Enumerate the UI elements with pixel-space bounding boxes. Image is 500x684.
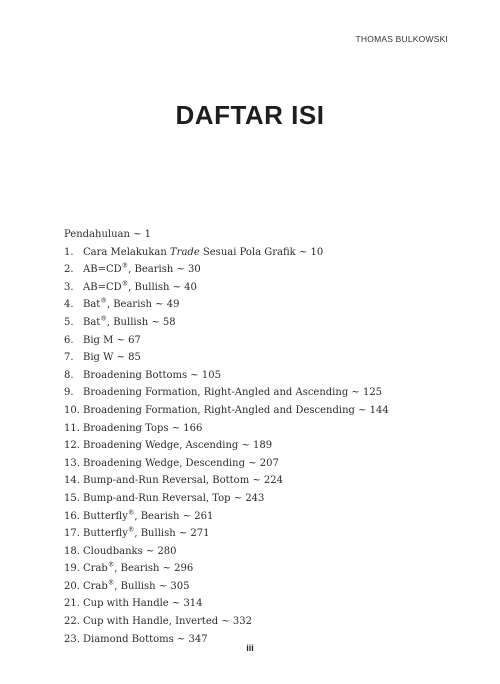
toc-entry-text: Broadening Bottoms ~ 105 bbox=[83, 369, 221, 381]
toc-entry-number: 10. bbox=[64, 404, 80, 416]
toc-entry-number: 8. bbox=[64, 369, 74, 381]
toc-entry bbox=[64, 244, 464, 262]
toc-entry-number: 19. bbox=[64, 563, 80, 575]
toc-entry-title bbox=[83, 349, 141, 367]
table-of-contents bbox=[64, 226, 464, 648]
toc-entry-number: 13. bbox=[64, 457, 80, 469]
toc-entry bbox=[64, 314, 464, 332]
toc-entry-text: , Bullish ~ 271 bbox=[134, 528, 210, 540]
toc-entry bbox=[64, 472, 464, 490]
toc-entry-title bbox=[83, 578, 189, 596]
toc-entry-number: 16. bbox=[64, 510, 80, 522]
toc-intro-entry: Pendahuluan ~ 1 bbox=[64, 229, 152, 240]
toc-entry-number: 23. bbox=[64, 633, 80, 645]
toc-entry-title bbox=[83, 490, 264, 508]
toc-entry-text: Bump-and-Run Reversal, Top ~ 243 bbox=[83, 492, 265, 504]
toc-entry bbox=[64, 560, 464, 578]
toc-entry-text: Broadening Formation, Right-Angled and Descending ~ 144 bbox=[83, 404, 389, 416]
registered-mark: ® bbox=[107, 578, 115, 587]
toc-entry-text: Butterfly bbox=[83, 510, 128, 522]
toc-entry-number: 12. bbox=[64, 440, 80, 452]
registered-mark: ® bbox=[127, 525, 135, 534]
toc-entry-text: Broadening Wedge, Ascending ~ 189 bbox=[83, 440, 273, 452]
toc-entry bbox=[64, 578, 464, 596]
toc-entry-text: Big M ~ 67 bbox=[83, 334, 141, 346]
toc-entry-text: Diamond Bottoms ~ 347 bbox=[83, 633, 208, 645]
toc-entry-title bbox=[83, 455, 279, 473]
toc-entry-title bbox=[83, 472, 283, 490]
toc-entry-text: Cloudbanks ~ 280 bbox=[83, 545, 177, 557]
toc-list bbox=[64, 244, 464, 649]
toc-entry-number: 5. bbox=[64, 316, 74, 328]
toc-entry bbox=[64, 455, 464, 473]
toc-entry-text: , Bearish ~ 296 bbox=[114, 563, 194, 575]
toc-entry-title bbox=[83, 244, 323, 262]
toc-entry-title bbox=[83, 508, 213, 526]
toc-entry-text: Cara Melakukan bbox=[83, 246, 170, 258]
toc-entry bbox=[64, 279, 464, 297]
toc-entry-text: , Bullish ~ 58 bbox=[106, 316, 176, 328]
toc-entry-text: Crab bbox=[83, 580, 108, 592]
toc-entry bbox=[64, 613, 464, 631]
toc-entry bbox=[64, 490, 464, 508]
toc-entry-number: 7. bbox=[64, 352, 74, 364]
toc-entry-text: AB=CD bbox=[83, 264, 122, 276]
toc-entry-number: 6. bbox=[64, 334, 74, 346]
toc-entry-text: , Bullish ~ 305 bbox=[114, 580, 190, 592]
toc-entry-title bbox=[83, 314, 176, 332]
running-header-author: THOMAS BULKOWSKI bbox=[355, 34, 448, 44]
toc-entry-title bbox=[83, 296, 179, 314]
toc-entry-title bbox=[83, 560, 193, 578]
registered-mark: ® bbox=[100, 314, 107, 323]
toc-entry-title bbox=[83, 261, 201, 279]
toc-entry-title bbox=[83, 384, 382, 402]
toc-entry-title bbox=[83, 279, 197, 297]
toc-entry bbox=[64, 595, 464, 613]
toc-entry bbox=[64, 349, 464, 367]
toc-entry bbox=[64, 332, 464, 350]
toc-entry-number: 20. bbox=[64, 580, 80, 592]
toc-entry-text: , Bullish ~ 40 bbox=[128, 281, 197, 293]
toc-entry-title bbox=[83, 367, 221, 385]
toc-entry-number: 11. bbox=[64, 422, 80, 434]
toc-entry-text: Crab bbox=[83, 563, 108, 575]
toc-entry-number: 17. bbox=[64, 528, 80, 540]
toc-entry-number: 3. bbox=[64, 281, 74, 293]
toc-entry-title bbox=[83, 437, 272, 455]
toc-entry-text: AB=CD bbox=[83, 281, 122, 293]
italic-term: Trade bbox=[170, 246, 200, 258]
toc-entry-title bbox=[83, 402, 389, 420]
page-title: DAFTAR ISI bbox=[175, 100, 325, 130]
registered-mark: ® bbox=[121, 261, 129, 270]
toc-entry-text: Butterfly bbox=[83, 528, 128, 540]
toc-entry bbox=[64, 508, 464, 526]
toc-entry-text: Bump-and-Run Reversal, Bottom ~ 224 bbox=[83, 475, 283, 487]
toc-entry-title bbox=[83, 420, 202, 438]
toc-entry bbox=[64, 402, 464, 420]
registered-mark: ® bbox=[107, 560, 115, 569]
toc-entry bbox=[64, 296, 464, 314]
toc-entry-text: Bat bbox=[83, 316, 101, 328]
toc-entry-text: Broadening Wedge, Descending ~ 207 bbox=[83, 457, 279, 469]
toc-entry bbox=[64, 384, 464, 402]
toc-entry-number: 4. bbox=[64, 299, 74, 311]
toc-entry-text: Big W ~ 85 bbox=[83, 352, 141, 364]
toc-entry-number: 18. bbox=[64, 545, 80, 557]
toc-entry-text: Cup with Handle ~ 314 bbox=[83, 598, 203, 610]
toc-entry-title bbox=[83, 525, 209, 543]
toc-entry bbox=[64, 437, 464, 455]
toc-entry bbox=[64, 261, 464, 279]
toc-entry-number: 21. bbox=[64, 598, 80, 610]
toc-entry-text: Cup with Handle, Inverted ~ 332 bbox=[83, 616, 252, 628]
toc-entry-number: 1. bbox=[64, 246, 74, 258]
toc-entry bbox=[64, 543, 464, 561]
toc-entry-text: Sesuai Pola Grafik ~ 10 bbox=[199, 246, 324, 258]
toc-entry-number: 9. bbox=[64, 387, 74, 399]
toc-entry-title bbox=[83, 332, 141, 350]
toc-entry-title bbox=[83, 543, 177, 561]
registered-mark: ® bbox=[121, 279, 129, 288]
toc-entry-text: , Bearish ~ 30 bbox=[128, 264, 201, 276]
toc-entry-title bbox=[83, 595, 203, 613]
toc-entry-number: 2. bbox=[64, 264, 74, 276]
toc-entry bbox=[64, 420, 464, 438]
toc-entry-text: Bat bbox=[83, 299, 101, 311]
toc-entry bbox=[64, 367, 464, 385]
toc-entry bbox=[64, 525, 464, 543]
page-number: iii bbox=[246, 643, 254, 653]
toc-entry-text: Broadening Formation, Right-Angled and Ascending ~ 125 bbox=[83, 387, 383, 399]
registered-mark: ® bbox=[100, 297, 107, 306]
toc-entry-number: 22. bbox=[64, 616, 80, 628]
registered-mark: ® bbox=[127, 508, 135, 517]
toc-entry-text: , Bearish ~ 261 bbox=[134, 510, 214, 522]
toc-entry-title bbox=[83, 613, 252, 631]
toc-entry-number: 15. bbox=[64, 492, 80, 504]
toc-entry-text: Broadening Tops ~ 166 bbox=[83, 422, 203, 434]
toc-entry-number: 14. bbox=[64, 475, 80, 487]
toc-entry-text: , Bearish ~ 49 bbox=[106, 299, 180, 311]
